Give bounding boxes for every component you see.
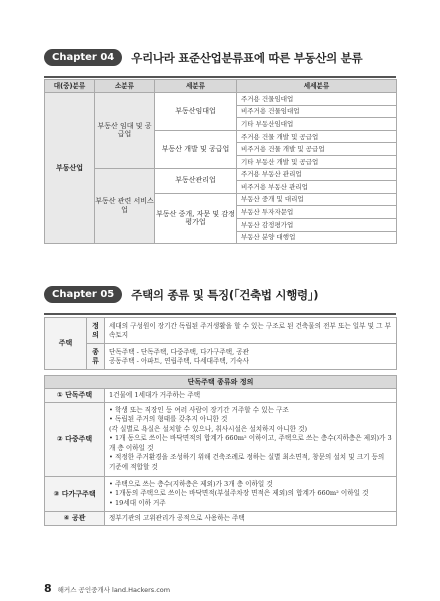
minor-class: 부동산 임대 및 공급업 — [95, 93, 155, 169]
detail-class: 부동산 중개 및 대리업 — [237, 193, 397, 206]
table-row — [45, 402, 397, 476]
row-line: • 적정한 주거환경을 조성하기 위해 건축조례로 정하는 실별 최소면적, 창문의 설치 및 크기 등의 기준에 적합할 것 — [109, 453, 385, 472]
header-sub: 세분류 — [155, 80, 237, 93]
table-row — [45, 512, 397, 526]
footer-text: 해커스 공인중개사 land.Hackers.com — [57, 586, 171, 594]
section-title: 단독주택 종류와 정의 — [45, 376, 397, 389]
row-text: 1건물에 1세대가 거주하는 주택 — [105, 389, 397, 403]
housing-table — [44, 317, 397, 370]
detail-class: 주거용 건물 개발 및 공급업 — [237, 130, 397, 143]
detail-class: 기타 부동산임대업 — [237, 118, 397, 131]
single-house-types: 단독주택 - 단독주택, 다중주택, 다가구주택, 공관 — [109, 348, 250, 357]
row-line: • 주택으로 쓰는 층수(지하층은 제외)가 3개 층 이하일 것 — [109, 479, 273, 488]
major-class: 부동산업 — [45, 93, 95, 244]
row-label: ③ 다가구주택 — [45, 476, 105, 512]
row-label: ① 단독주택 — [45, 389, 105, 403]
header-detail: 세세분류 — [237, 80, 397, 93]
detail-class: 주거용 건물임대업 — [237, 93, 397, 106]
table-row — [45, 168, 397, 181]
row-line: • 1개동의 주택으로 쓰이는 바닥면적(부설주차장 면적은 제외)의 합계가 660m² 이하일 것 — [109, 489, 369, 498]
classification-table — [44, 79, 397, 244]
row-text — [105, 402, 397, 476]
detail-class: 주거용 부동산 관리업 — [237, 168, 397, 181]
type-label: 종류 — [87, 344, 105, 370]
detail-class: 기타 부동산 개발 및 공급업 — [237, 155, 397, 168]
type-list — [105, 344, 397, 370]
row-text — [105, 476, 397, 512]
table-row — [45, 389, 397, 403]
row-line: • 독립된 주거의 형태를 갖추지 아니한 것 — [109, 415, 228, 424]
header-minor: 소분류 — [95, 80, 155, 93]
chapter-05-rule — [44, 313, 396, 315]
sub-class: 부동산 개발 및 공급업 — [155, 130, 237, 168]
row-line: • 19세대 이하 거주 — [109, 498, 166, 507]
housing-label: 주택 — [45, 318, 87, 370]
chapter-04-title: 우리나라 표준산업분류표에 따른 부동산의 분류 — [131, 50, 363, 65]
single-house-table — [44, 375, 397, 526]
chapter-05-title: 주택의 종류 및 특징(「건축법 시행령」) — [131, 287, 319, 302]
table-row — [45, 318, 397, 344]
detail-class: 비주거용 건물임대업 — [237, 105, 397, 118]
row-label: ④ 공관 — [45, 512, 105, 526]
section-header-row — [45, 376, 397, 389]
row-label: ② 다중주택 — [45, 402, 105, 476]
chapter-05-badge: Chapter 05 — [44, 286, 122, 303]
table-row — [45, 93, 397, 106]
sub-class: 부동산임대업 — [155, 93, 237, 131]
row-line: • 학생 또는 직장인 등 여러 사람이 장기간 거주할 수 있는 구조 — [109, 405, 289, 414]
table-row — [45, 344, 397, 370]
detail-class: 비주거용 부동산 관리업 — [237, 181, 397, 194]
sub-class: 부동산 중개, 자문 및 감정평가업 — [155, 193, 237, 243]
chapter-05-heading — [44, 286, 318, 303]
page-number: 8 — [44, 582, 52, 595]
chapter-04-badge: Chapter 04 — [44, 49, 122, 66]
table-row — [45, 476, 397, 512]
minor-class: 부동산 관련 서비스업 — [95, 168, 155, 244]
detail-class: 부동산 분양 대행업 — [237, 231, 397, 244]
row-text: 정부기관의 고위관리가 공적으로 사용하는 주택 — [105, 512, 397, 526]
detail-class: 부동산 감정평가업 — [237, 218, 397, 231]
detail-class: 비주거용 건물 개발 및 공급업 — [237, 143, 397, 156]
definition-label: 정의 — [87, 318, 105, 344]
page-footer — [44, 582, 170, 595]
detail-class: 부동산 투자자문업 — [237, 206, 397, 219]
chapter-04-rule — [44, 76, 396, 78]
row-line: • 1개 동으로 쓰이는 바닥면적의 합계가 660m² 이하이고, 주택으로 쓰는 층수(지하층은 제외)가 3개 층 이하일 것 — [109, 434, 392, 452]
chapter-04-heading — [44, 49, 362, 66]
table-header-row — [45, 80, 397, 93]
row-line: (각 실별로 욕실은 설치할 수 있으나, 취사시설은 설치하지 아니한 것) — [109, 424, 308, 433]
definition-text: 세대의 구성원이 장기간 독립된 주거생활을 할 수 있는 구조로 된 건축물의 전부 또는 일부 및 그 부속토지 — [105, 318, 397, 344]
header-major: 대(중)분류 — [45, 80, 95, 93]
multi-house-types: 공동주택 - 아파트, 연립주택, 다세대주택, 기숙사 — [109, 356, 250, 365]
sub-class: 부동산관리업 — [155, 168, 237, 193]
